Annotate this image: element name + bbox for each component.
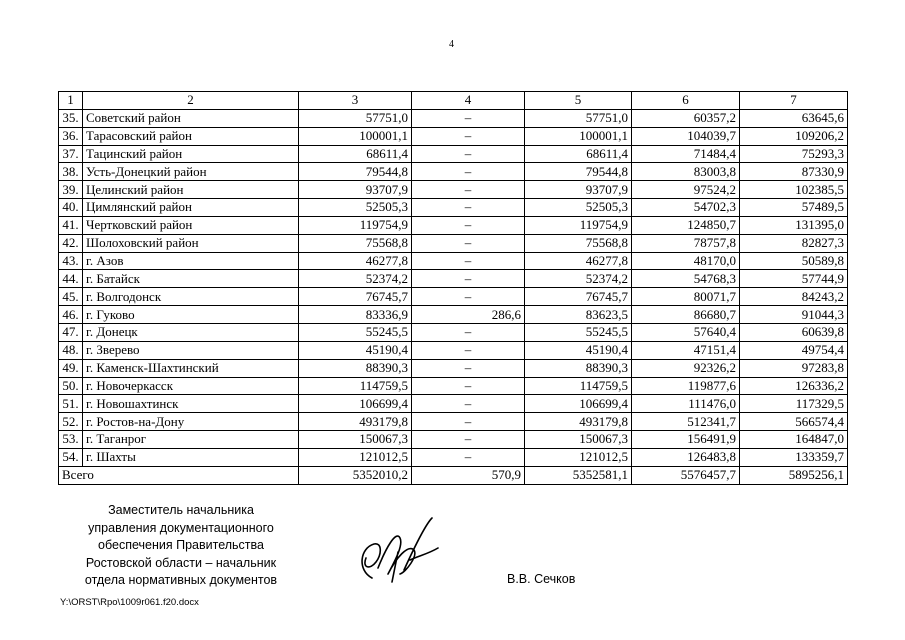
value-cell: 79544,8: [299, 163, 412, 181]
row-name-cell: г. Донецк: [83, 323, 299, 341]
value-cell: 91044,3: [740, 306, 848, 324]
row-number-cell: 48.: [59, 341, 83, 359]
table-row: [59, 395, 848, 413]
value-cell: 57751,0: [299, 109, 412, 127]
value-cell: –: [412, 109, 525, 127]
value-cell: 83336,9: [299, 306, 412, 324]
value-cell: 68611,4: [299, 145, 412, 163]
value-cell: 93707,9: [299, 181, 412, 199]
page-number: 4: [449, 39, 454, 50]
value-cell: 49754,4: [740, 341, 848, 359]
value-cell: 57640,4: [632, 323, 740, 341]
table-row: [59, 359, 848, 377]
value-cell: 57751,0: [525, 109, 632, 127]
value-cell: 117329,5: [740, 395, 848, 413]
row-name-cell: г. Волгодонск: [83, 288, 299, 306]
row-number-cell: 53.: [59, 431, 83, 449]
value-cell: 83623,5: [525, 306, 632, 324]
value-cell: 150067,3: [525, 431, 632, 449]
table-row: [59, 431, 848, 449]
value-cell: 57489,5: [740, 199, 848, 217]
row-number-cell: 44.: [59, 270, 83, 288]
value-cell: 92326,2: [632, 359, 740, 377]
value-cell: –: [412, 199, 525, 217]
value-cell: 286,6: [412, 306, 525, 324]
value-cell: 55245,5: [299, 323, 412, 341]
table-row: [59, 270, 848, 288]
value-cell: 76745,7: [525, 288, 632, 306]
total-value-cell: 5352010,2: [299, 466, 412, 484]
row-name-cell: г. Новочеркасск: [83, 377, 299, 395]
value-cell: –: [412, 431, 525, 449]
row-number-cell: 40.: [59, 199, 83, 217]
value-cell: 100001,1: [299, 127, 412, 145]
value-cell: 78757,8: [632, 234, 740, 252]
row-name-cell: г. Батайск: [83, 270, 299, 288]
value-cell: –: [412, 127, 525, 145]
row-name-cell: г. Шахты: [83, 448, 299, 466]
value-cell: 119877,6: [632, 377, 740, 395]
value-cell: 121012,5: [299, 448, 412, 466]
value-cell: –: [412, 181, 525, 199]
value-cell: –: [412, 270, 525, 288]
row-name-cell: г. Новошахтинск: [83, 395, 299, 413]
value-cell: 156491,9: [632, 431, 740, 449]
value-cell: 150067,3: [299, 431, 412, 449]
signer-name: В.В. Сечков: [507, 572, 576, 586]
value-cell: 45190,4: [525, 341, 632, 359]
file-path: Y:\ORST\Rpo\1009r061.f20.docx: [60, 597, 199, 608]
value-cell: 106699,4: [525, 395, 632, 413]
total-label: Всего: [59, 466, 299, 484]
table-row: [59, 341, 848, 359]
value-cell: 131395,0: [740, 216, 848, 234]
total-value-cell: 5576457,7: [632, 466, 740, 484]
row-name-cell: Чертковский район: [83, 216, 299, 234]
value-cell: 88390,3: [299, 359, 412, 377]
value-cell: 83003,8: [632, 163, 740, 181]
value-cell: 88390,3: [525, 359, 632, 377]
value-cell: 119754,9: [299, 216, 412, 234]
header-cell: 4: [412, 92, 525, 110]
value-cell: 106699,4: [299, 395, 412, 413]
value-cell: 109206,2: [740, 127, 848, 145]
row-name-cell: Шолоховский район: [83, 234, 299, 252]
header-cell: 5: [525, 92, 632, 110]
row-name-cell: г. Азов: [83, 252, 299, 270]
signatory-title-line: Заместитель начальника: [108, 503, 254, 517]
header-cell: 2: [83, 92, 299, 110]
value-cell: 121012,5: [525, 448, 632, 466]
row-number-cell: 49.: [59, 359, 83, 377]
value-cell: 63645,6: [740, 109, 848, 127]
value-cell: 52505,3: [525, 199, 632, 217]
value-cell: 52505,3: [299, 199, 412, 217]
value-cell: 97283,8: [740, 359, 848, 377]
signatory-title-line: управления документационного: [88, 520, 274, 535]
value-cell: 493179,8: [525, 413, 632, 431]
value-cell: 46277,8: [299, 252, 412, 270]
value-cell: 124850,7: [632, 216, 740, 234]
value-cell: 114759,5: [299, 377, 412, 395]
value-cell: 102385,5: [740, 181, 848, 199]
value-cell: 566574,4: [740, 413, 848, 431]
value-cell: 84243,2: [740, 288, 848, 306]
row-number-cell: 52.: [59, 413, 83, 431]
value-cell: 48170,0: [632, 252, 740, 270]
row-name-cell: Тарасовский район: [83, 127, 299, 145]
value-cell: 512341,7: [632, 413, 740, 431]
table-row: [59, 109, 848, 127]
table-row: [59, 145, 848, 163]
header-cell: 1: [59, 92, 83, 110]
value-cell: 71484,4: [632, 145, 740, 163]
table-row: [59, 199, 848, 217]
value-cell: 104039,7: [632, 127, 740, 145]
table-row: [59, 413, 848, 431]
value-cell: –: [412, 216, 525, 234]
value-cell: 47151,4: [632, 341, 740, 359]
row-name-cell: г. Таганрог: [83, 431, 299, 449]
value-cell: 60639,8: [740, 323, 848, 341]
value-cell: 164847,0: [740, 431, 848, 449]
total-value-cell: 570,9: [412, 466, 525, 484]
value-cell: 52374,2: [525, 270, 632, 288]
value-cell: –: [412, 252, 525, 270]
table-row: [59, 306, 848, 324]
table-row: [59, 323, 848, 341]
row-name-cell: Целинский район: [83, 181, 299, 199]
value-cell: 80071,7: [632, 288, 740, 306]
value-cell: 93707,9: [525, 181, 632, 199]
row-number-cell: 50.: [59, 377, 83, 395]
value-cell: 126483,8: [632, 448, 740, 466]
value-cell: 76745,7: [299, 288, 412, 306]
header-cell: 6: [632, 92, 740, 110]
budget-table: [58, 91, 848, 485]
value-cell: 75293,3: [740, 145, 848, 163]
table-row: [59, 288, 848, 306]
total-value-cell: 5352581,1: [525, 466, 632, 484]
table-header-row: [59, 92, 848, 110]
signatory-title-line: отдела нормативных документов: [84, 573, 278, 587]
value-cell: –: [412, 395, 525, 413]
value-cell: 75568,8: [525, 234, 632, 252]
row-number-cell: 46.: [59, 306, 83, 324]
total-value-cell: 5895256,1: [740, 466, 848, 484]
value-cell: 111476,0: [632, 395, 740, 413]
value-cell: 46277,8: [525, 252, 632, 270]
value-cell: 54768,3: [632, 270, 740, 288]
value-cell: 86680,7: [632, 306, 740, 324]
value-cell: 79544,8: [525, 163, 632, 181]
value-cell: 114759,5: [525, 377, 632, 395]
value-cell: –: [412, 377, 525, 395]
row-number-cell: 54.: [59, 448, 83, 466]
value-cell: 87330,9: [740, 163, 848, 181]
value-cell: 55245,5: [525, 323, 632, 341]
row-name-cell: Усть-Донецкий район: [83, 163, 299, 181]
row-number-cell: 35.: [59, 109, 83, 127]
table-total-row: [59, 466, 848, 484]
signatory-title-line: Ростовской области – начальник: [85, 555, 277, 570]
row-number-cell: 41.: [59, 216, 83, 234]
table-row: [59, 216, 848, 234]
row-number-cell: 45.: [59, 288, 83, 306]
value-cell: 126336,2: [740, 377, 848, 395]
header-cell: 7: [740, 92, 848, 110]
row-name-cell: г. Зверево: [83, 341, 299, 359]
row-number-cell: 43.: [59, 252, 83, 270]
row-number-cell: 39.: [59, 181, 83, 199]
value-cell: 82827,3: [740, 234, 848, 252]
row-number-cell: 42.: [59, 234, 83, 252]
row-name-cell: Советский район: [83, 109, 299, 127]
row-name-cell: г. Каменск-Шахтинский: [83, 359, 299, 377]
signatory-title: [60, 502, 302, 590]
row-name-cell: г. Гуково: [83, 306, 299, 324]
value-cell: 493179,8: [299, 413, 412, 431]
value-cell: 75568,8: [299, 234, 412, 252]
value-cell: –: [412, 359, 525, 377]
table-row: [59, 181, 848, 199]
value-cell: 100001,1: [525, 127, 632, 145]
row-number-cell: 36.: [59, 127, 83, 145]
value-cell: –: [412, 163, 525, 181]
row-number-cell: 37.: [59, 145, 83, 163]
value-cell: –: [412, 234, 525, 252]
value-cell: 60357,2: [632, 109, 740, 127]
signatory-title-line: обеспечения Правительства: [98, 538, 264, 552]
value-cell: 50589,8: [740, 252, 848, 270]
table-row: [59, 127, 848, 145]
row-number-cell: 38.: [59, 163, 83, 181]
value-cell: –: [412, 288, 525, 306]
value-cell: –: [412, 448, 525, 466]
handwritten-signature: [352, 508, 444, 592]
value-cell: 54702,3: [632, 199, 740, 217]
value-cell: –: [412, 413, 525, 431]
value-cell: 45190,4: [299, 341, 412, 359]
value-cell: 97524,2: [632, 181, 740, 199]
value-cell: –: [412, 341, 525, 359]
table-row: [59, 234, 848, 252]
row-number-cell: 51.: [59, 395, 83, 413]
value-cell: 52374,2: [299, 270, 412, 288]
row-number-cell: 47.: [59, 323, 83, 341]
value-cell: 68611,4: [525, 145, 632, 163]
table-row: [59, 377, 848, 395]
value-cell: 119754,9: [525, 216, 632, 234]
row-name-cell: Цимлянский район: [83, 199, 299, 217]
table-row: [59, 163, 848, 181]
header-cell: 3: [299, 92, 412, 110]
table-row: [59, 252, 848, 270]
value-cell: 57744,9: [740, 270, 848, 288]
table-row: [59, 448, 848, 466]
value-cell: –: [412, 323, 525, 341]
value-cell: 133359,7: [740, 448, 848, 466]
row-name-cell: г. Ростов-на-Дону: [83, 413, 299, 431]
value-cell: –: [412, 145, 525, 163]
row-name-cell: Тацинский район: [83, 145, 299, 163]
